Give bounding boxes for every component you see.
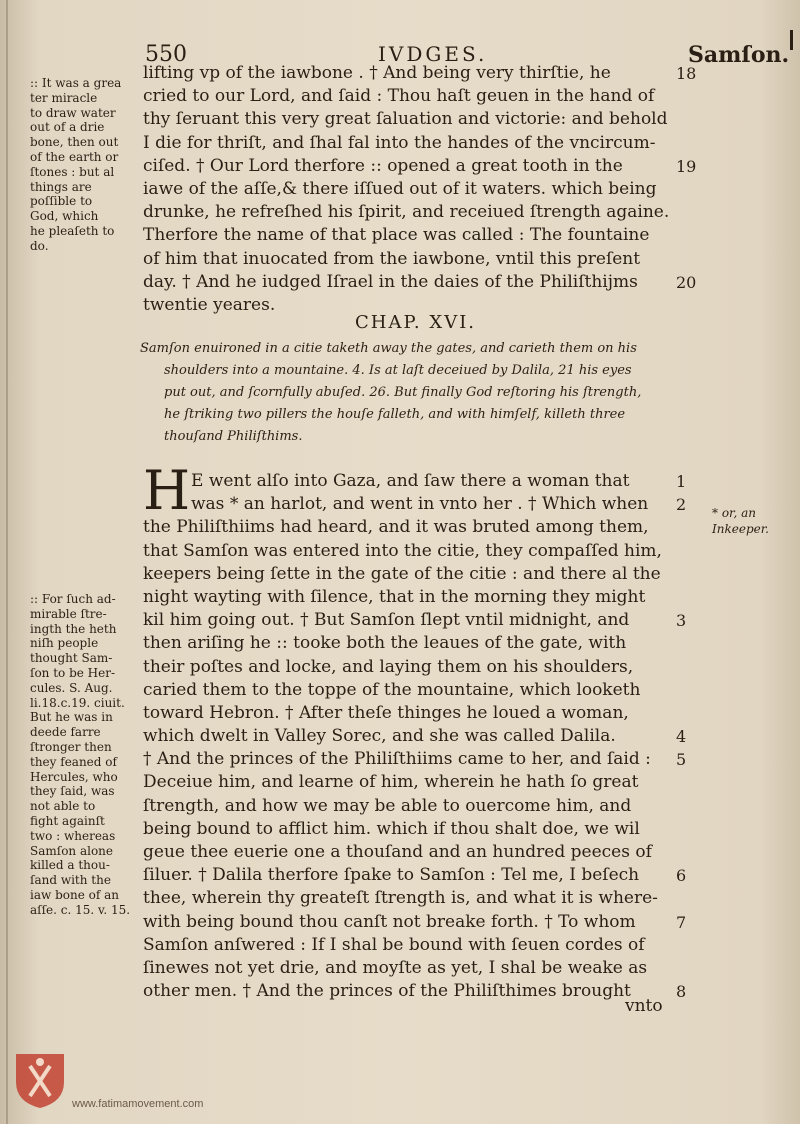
right-note-line: * or, an [712,506,756,520]
margin-note-line: ter miracle [30,90,98,105]
text-line: then ariſing he :: tooke both the leaues of the gate, with [143,633,627,654]
margin-note-line: niſh people [30,636,99,651]
summary-line: Samſon enuironed in a citie taketh away the gates, and carieth them on his [140,341,637,356]
text-line: Samſon anſwered : If I shal be bound with ſeuen cordes of [143,934,645,955]
page-number: 550 [145,42,187,67]
chapter-heading: CHAP. XVI. [355,312,477,333]
margin-note-line: aſſe. c. 15. v. 15. [30,902,131,917]
verse-number: 2 [676,495,687,515]
text-line: thee, wherein thy greateſt ſtrength is, and what it is where- [143,888,658,909]
margin-note-line: of the earth or [30,149,119,164]
text-line: toward Hebron. † After theſe thinges he loued a woman, [143,702,629,723]
text-line: E went alſo into Gaza, and ſaw there a woman that [191,471,630,491]
margin-note-line: bone, then out [30,135,119,150]
margin-note-1 [30,76,142,254]
text-line: keepers being ſette in the gate of the citie : and there al the [143,563,661,584]
verse-number: 5 [676,750,687,770]
margin-note-line: deede farre [30,725,101,740]
chapter-summary [140,338,720,448]
text-line: drunke, he refreſhed his ſpirit, and receiued ſtrength againe. [143,202,670,223]
summary-line: he ſtriking two pillers the houſe falleth, and with himſelf, killeth three [164,407,626,422]
margin-note-line: ſand with the [30,873,111,888]
text-line: † And the princes of the Philiſthiims came to her, and ſaid : [143,749,651,770]
text-line: I die for thriſt, and ſhal fal into the handes of the vncircum- [143,132,656,153]
text-line: which dwelt in Valley Sorec, and she was called Dalila. [143,726,616,747]
text-line: being bound to afflict him. which if thou shalt doe, we wil [143,818,640,839]
text-block-1 [143,62,695,317]
text-line: with being bound thou canſt not breake forth. † To whom [143,911,636,932]
margin-note-2 [30,592,142,918]
catchword: vnto [625,996,663,1016]
margin-note-line: two : whereas [30,828,116,843]
margin-note-line: they ſaid, was [30,784,115,799]
text-line: night wayting with ſilence, that in the morning they might [143,586,646,607]
verse-number: 8 [676,982,687,1002]
text-line: ſtrength, and how we may be able to ouercome him, and [143,795,632,816]
text-block-2 [143,470,695,1003]
margin-note-line: he pleaſeth to [30,223,115,238]
margin-note-line: ingth the heth [30,621,117,636]
margin-note-line: not able to [30,799,96,814]
verse-number: 18 [676,64,697,83]
margin-note-line: ſtronger then [30,739,112,754]
text-line: caried them to the toppe of the mountaine, which looketh [143,679,641,700]
text-line: their poſtes and locke, and laying them on his shoulders, [143,656,634,677]
margin-note-line: ſon to be Her- [30,665,116,680]
verse-number: 4 [676,727,687,747]
margin-note-line: ſtones : but al [30,164,115,179]
margin-note-line: :: For ſuch ad- [30,592,116,606]
text-line: that Samſon was entered into the citie, they compaſſed him, [143,540,662,561]
text-line: ſinewes not yet drie, and moyſte as yet, I shal be weake as [143,957,648,978]
margin-note-line: thought Sam- [30,651,113,666]
text-line: other men. † And the princes of the Philiſthimes brought [143,981,631,1002]
margin-note-line: do. [30,238,49,253]
margin-note-line: to draw water [30,105,116,120]
margin-note-line: poſſible to [30,194,93,209]
margin-note-line: But he was in [30,710,113,725]
text-line: iawe of the aſſe,& there iſſued out of it waters. which being [143,178,657,199]
text-line: geue thee euerie one a thouſand and an hundred peeces of [143,842,652,862]
margin-note-line: mirable ſtre- [30,606,107,621]
running-head: Samſon. [688,42,790,68]
text-line: cried to our Lord, and ſaid : Thou haſt geuen in the hand of [143,86,655,107]
margin-note-line: out of a drie [30,120,105,135]
text-line: twentie yeares. [143,294,276,315]
site-url[interactable]: www.fatimamovement.com [72,1098,204,1110]
margin-note-line: iaw bone of an [30,887,119,902]
text-line: thy ſeruant this very great ſaluation and victorie: and behold [143,109,668,130]
summary-line: shoulders into a mountaine. 4. Is at laſt deceiued by Dalila, 21 his eyes [164,363,632,378]
right-note-line: Inkeeper. [712,522,769,536]
margin-note-line: God, which [30,209,99,224]
verse-number: 6 [676,866,687,886]
gutter-line [6,0,8,1124]
verse-number: 7 [676,912,687,932]
right-margin-note [712,505,792,537]
running-title: IVDGES. [378,42,488,66]
margin-note-line: cules. S. Aug. [30,680,113,695]
text-line: of him that inuocated from the iawbone, vntil this preſent [143,248,641,269]
margin-note-line: killed a thou- [30,858,110,873]
text-line: ciſed. † Our Lord therfore :: opened a great tooth in the [143,155,623,176]
margin-note-line: things are [30,179,92,194]
margin-note-line: li.18.c.19. ciuit. [30,695,125,710]
verse-number: 3 [676,611,687,631]
margin-note-line: Hercules, who [30,769,118,784]
text-line: the Philiſthiims had heard, and it was bruted among them, [143,517,649,538]
text-line: was * an harlot, and went in vnto her . † Which when [191,494,649,515]
margin-note-line: Samſon alone [30,843,114,858]
text-line: day. † And he iudged Iſrael in the daies of the Philiſthijms [143,271,638,292]
margin-note-line: fight againſt [30,813,105,828]
summary-line: put out, and ſcornfully abuſed. 26. But finally God reſtoring his ſtrength, [164,385,642,400]
text-line: ſiluer. † Dalila therfore ſpake to Samſon : Tel me, I beſech [143,865,640,886]
verse-number: 19 [676,156,697,176]
verse-number: 1 [676,472,687,491]
text-line: Therfore the name of that place was called : The fountaine [143,225,650,246]
footer [14,1052,314,1112]
verse-number: 20 [676,272,697,292]
drop-cap: H [143,459,191,522]
text-line: kil him going out. † But Samſon ſlept vntil midnight, and [143,610,630,631]
margin-note-line: :: It was a grea [30,76,122,90]
fatima-logo-icon [14,1052,66,1110]
text-line: Deceiue him, and learne of him, wherein he hath ſo great [143,772,639,793]
text-line: lifting vp of the iawbone . † And being very thirſtie, he [143,63,611,83]
margin-note-line: they feaned of [30,754,117,769]
summary-line: thouſand Philiſthims. [164,429,303,444]
